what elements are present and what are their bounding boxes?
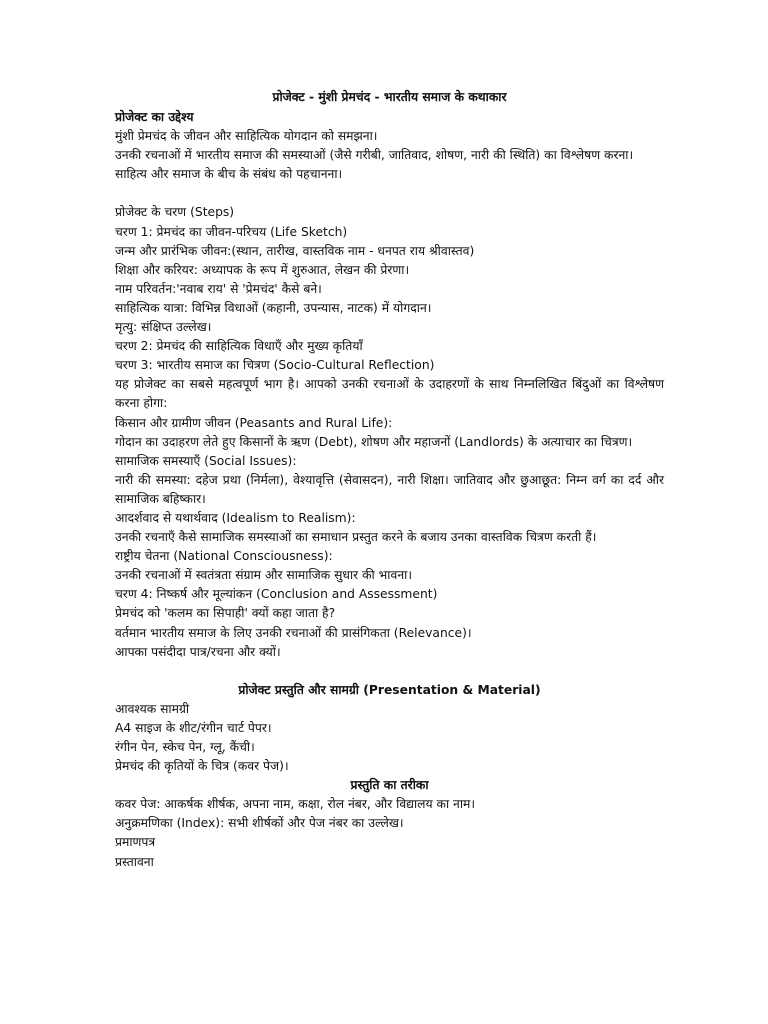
national-consciousness-text: उनकी रचनाओं में स्वतंत्रता संग्राम और सामाजिक सुधार की भावना। bbox=[115, 568, 412, 583]
material-item: रंगीन पेन, स्केच पेन, ग्लू, कैंची। bbox=[115, 740, 255, 754]
step-4-point: आपका पसंदीदा पात्र/रचना और क्यों। bbox=[115, 644, 281, 659]
idealism-heading: आदर्शवाद से यथार्थवाद (Idealism to Realism): bbox=[115, 510, 356, 525]
peasants-heading: किसान और ग्रामीण जीवन (Peasants and Rural Life): bbox=[115, 415, 393, 430]
spacer bbox=[115, 184, 664, 203]
spacer bbox=[115, 662, 664, 681]
social-issues-text: नारी की समस्या: दहेज प्रथा (निर्मला), वेश्यावृत्ति (सेवासदन), नारी शिक्षा। जातिवाद और छुआछूत: निम्न वर्ग का दर्द और सामाजिक बहिष्कार। bbox=[115, 472, 664, 506]
steps-heading: प्रोजेक्ट के चरण (Steps) bbox=[115, 205, 235, 220]
step-1-heading: चरण 1: प्रेमचंद का जीवन-परिचय (Life Sketch) bbox=[115, 224, 348, 239]
step-4-point: वर्तमान भारतीय समाज के लिए उनकी रचनाओं की प्रासंगिकता (Relevance)। bbox=[115, 625, 472, 640]
idealism-text: उनकी रचनाएँ कैसे सामाजिक समस्याओं का समाधान प्रस्तुत करने के बजाय उनका वास्तविक चित्रण करती हैं। bbox=[115, 530, 597, 545]
step-1-point: मृत्यु: संक्षिप्त उल्लेख। bbox=[115, 320, 212, 335]
step-4-heading: चरण 4: निष्कर्ष और मूल्यांकन (Conclusion and Assessment) bbox=[115, 587, 438, 602]
step-4-point: प्रेमचंद को 'कलम का सिपाही' क्यों कहा जाता है? bbox=[115, 606, 336, 621]
step-1-point: जन्म और प्रारंभिक जीवन:(स्थान, तारीख, वास्तविक नाम - धनपत राय श्रीवास्तव) bbox=[115, 243, 475, 258]
step-2-heading: चरण 2: प्रेमचंद की साहित्यिक विधाएँ और मुख्य कृतियाँ bbox=[115, 339, 363, 354]
material-heading: आवश्यक सामग्री bbox=[115, 701, 190, 716]
material-item: A4 साइज के शीट/रंगीन चार्ट पेपर। bbox=[115, 720, 272, 735]
material-item: प्रेमचंद की कृतियों के चित्र (कवर पेज)। bbox=[115, 759, 289, 774]
step-1-point: शिक्षा और करियर: अध्यापक के रूप में शुरुआत, लेखन की प्रेरणा। bbox=[115, 262, 410, 277]
national-consciousness-heading: राष्ट्रीय चेतना (National Consciousness): bbox=[115, 549, 333, 564]
step-1-point: नाम परिवर्तन:'नवाब राय' से 'प्रेमचंद' कैसे बने। bbox=[115, 281, 322, 296]
method-item: कवर पेज: आकर्षक शीर्षक, अपना नाम, कक्षा, रोल नंबर, और विद्यालय का नाम। bbox=[115, 797, 476, 812]
method-heading: प्रस्तुति का तरीका bbox=[350, 778, 429, 793]
peasants-text: गोदान का उदाहरण लेते हुए किसानों के ऋण (Debt), शोषण और महाजनों (Landlords) के अत्याचार का चित्रण। bbox=[115, 434, 633, 449]
step-1-point: साहित्यिक यात्रा: विभिन्न विधाओं (कहानी, उपन्यास, नाटक) में योगदान। bbox=[115, 300, 432, 315]
presentation-heading: प्रोजेक्ट प्रस्तुति और सामग्री (Presentation & Material) bbox=[238, 682, 541, 697]
method-item: प्रस्तावना bbox=[115, 854, 154, 869]
objective-heading: प्रोजेक्ट का उद्देश्य bbox=[115, 110, 194, 125]
objective-line: साहित्य और समाज के बीच के संबंध को पहचानना। bbox=[115, 167, 343, 182]
method-item: प्रमाणपत्र bbox=[115, 835, 156, 850]
step-3-intro: यह प्रोजेक्ट का सबसे महत्वपूर्ण भाग है। आपको उनकी रचनाओं के उदाहरणों के साथ निम्नलिखित बिंदुओं का विश्लेषण करना होगा: bbox=[115, 377, 664, 411]
document-title: प्रोजेक्ट - मुंशी प्रेमचंद - भारतीय समाज के कथाकार bbox=[272, 90, 507, 104]
step-3-heading: चरण 3: भारतीय समाज का चित्रण (Socio-Cultural Reflection) bbox=[115, 358, 435, 373]
objective-line: उनकी रचनाओं में भारतीय समाज की समस्याओं (जैसे गरीबी, जातिवाद, शोषण, नारी की स्थिति) का विश्लेषण करना। bbox=[115, 148, 634, 163]
objective-line: मुंशी प्रेमचंद के जीवन और साहित्यिक योगदान को समझना। bbox=[115, 129, 378, 144]
social-issues-heading: सामाजिक समस्याएँ (Social Issues): bbox=[115, 453, 297, 468]
method-item: अनुक्रमणिका (Index): सभी शीर्षकों और पेज नंबर का उल्लेख। bbox=[115, 816, 404, 831]
